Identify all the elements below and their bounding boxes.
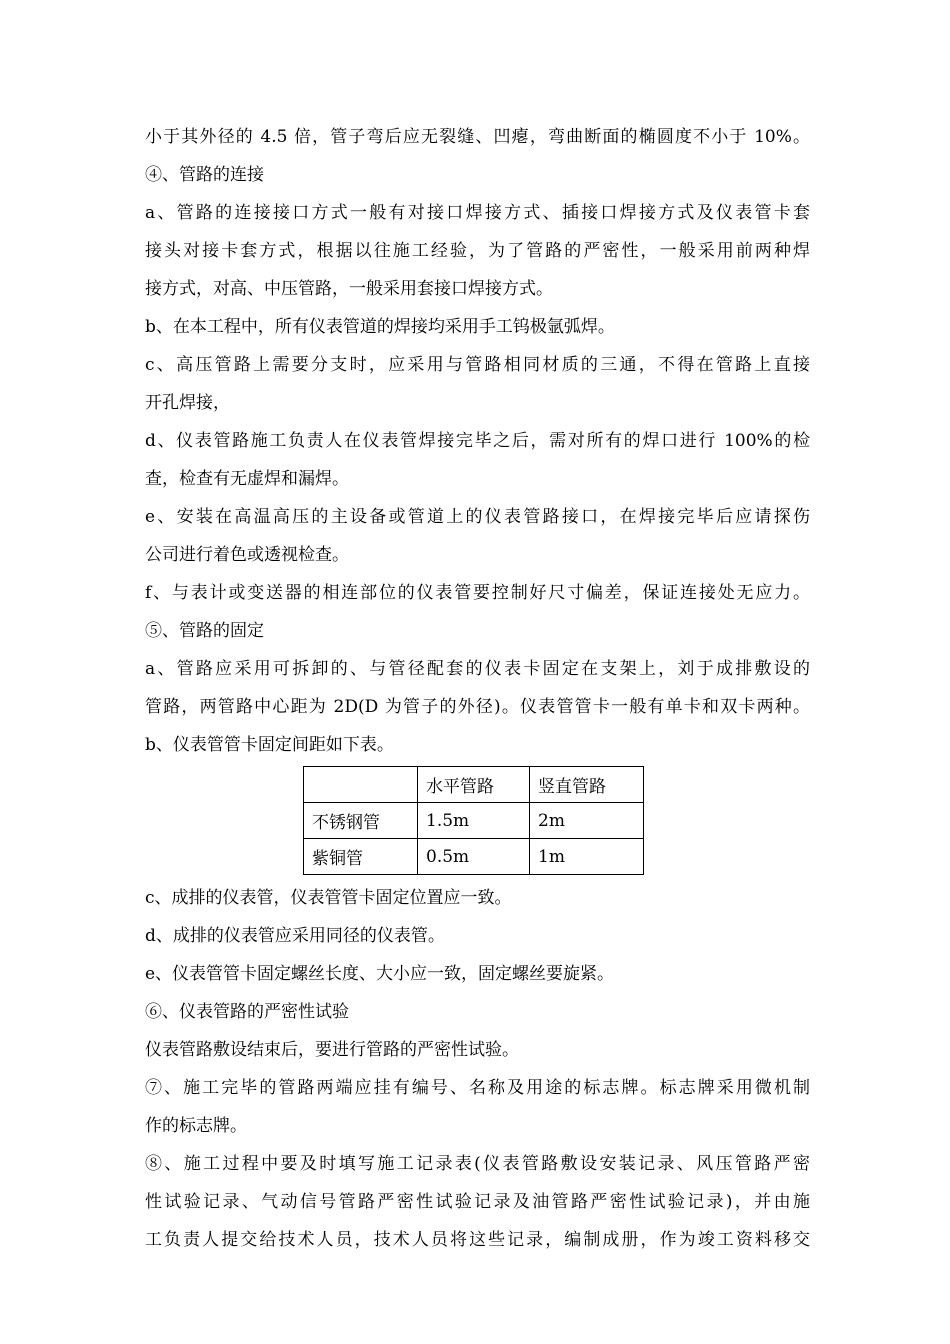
text-line: c、成排的仪表管，仪表管管卡固定位置应一致。 (145, 888, 512, 908)
text-line: 性试验记录、气动信号管路严密性试验记录及油管路严密性试验记录)，并由施 (145, 1192, 810, 1212)
text-line: 接头对接卡套方式，根据以往施工经验，为了管路的严密性，一般采用前两种焊 (145, 241, 810, 261)
section-heading: ⑤、管路的固定 (145, 621, 264, 641)
text-line: 仪表管路敷设结束后，要进行管路的严密性试验。 (145, 1040, 519, 1060)
table-row (304, 803, 644, 839)
text-line: 查，检查有无虚焊和漏焊。 (145, 469, 349, 489)
text-line: ⑧、施工过程中要及时填写施工记录表(仪表管路敷设安装记录、风压管路严密 (145, 1154, 810, 1174)
table-cell: 0.5m (418, 839, 530, 875)
table-row (304, 839, 644, 875)
text-line: 公司进行着色或透视检查。 (145, 545, 349, 565)
table-cell: 2m (530, 803, 644, 839)
text-line: 工负责人提交给技术人员，技术人员将这些记录，编制成册，作为竣工资料移交 (145, 1230, 810, 1250)
section-heading: ④、管路的连接 (145, 165, 264, 185)
text-line: 接方式，对高、中压管路，一般采用套接口焊接方式。 (145, 279, 553, 299)
text-line: a、管路应采用可拆卸的、与管径配套的仪表卡固定在支架上，刘于成排敷设的 (145, 659, 810, 679)
text-line: 小于其外径的 4.5 倍，管子弯后应无裂缝、凹瘪，弯曲断面的椭圆度不小于 10%。 (145, 127, 810, 147)
text-line: b、仪表管管卡固定间距如下表。 (145, 735, 394, 755)
document-page (145, 118, 810, 1259)
table-cell: 1.5m (418, 803, 530, 839)
text-line: d、成排的仪表管应采用同径的仪表管。 (145, 926, 445, 946)
table-cell: 紫铜管 (304, 839, 418, 875)
table-header-cell: 水平管路 (418, 767, 530, 803)
text-line: b、在本工程中，所有仪表管道的焊接均采用手工钨极氩弧焊。 (145, 317, 615, 337)
text-line: ⑦、施工完毕的管路两端应挂有编号、名称及用途的标志牌。标志牌采用微机制 (145, 1078, 810, 1098)
text-line: e、安装在高温高压的主设备或管道上的仪表管路接口，在焊接完毕后应请探伤 (145, 507, 810, 527)
table-header-row (304, 767, 644, 803)
table-header-cell (304, 767, 418, 803)
table-header-cell: 竖直管路 (530, 767, 644, 803)
section-heading: ⑥、仪表管路的严密性试验 (145, 1002, 349, 1022)
text-line: 管路，两管路中心距为 2D(D 为管子的外径)。仪表管管卡一般有单卡和双卡两种。 (145, 697, 810, 717)
text-line: d、仪表管路施工负责人在仪表管焊接完毕之后，需对所有的焊口进行 100%的检 (145, 431, 810, 451)
text-line: c、高压管路上需要分支时，应采用与管路相同材质的三通，不得在管路上直接 (145, 355, 810, 375)
table-cell: 1m (530, 839, 644, 875)
text-line: e、仪表管管卡固定螺丝长度、大小应一致，固定螺丝要旋紧。 (145, 964, 615, 984)
table-cell: 不锈钢管 (304, 803, 418, 839)
text-line: f、与表计或变送器的相连部位的仪表管要控制好尺寸偏差，保证连接处无应力。 (145, 583, 810, 603)
text-line: a、管路的连接接口方式一般有对接口焊接方式、插接口焊接方式及仪表管卡套 (145, 203, 810, 223)
clamp-spacing-table (303, 766, 644, 875)
text-line: 开孔焊接， (145, 393, 230, 413)
text-line: 作的标志牌。 (145, 1116, 247, 1136)
